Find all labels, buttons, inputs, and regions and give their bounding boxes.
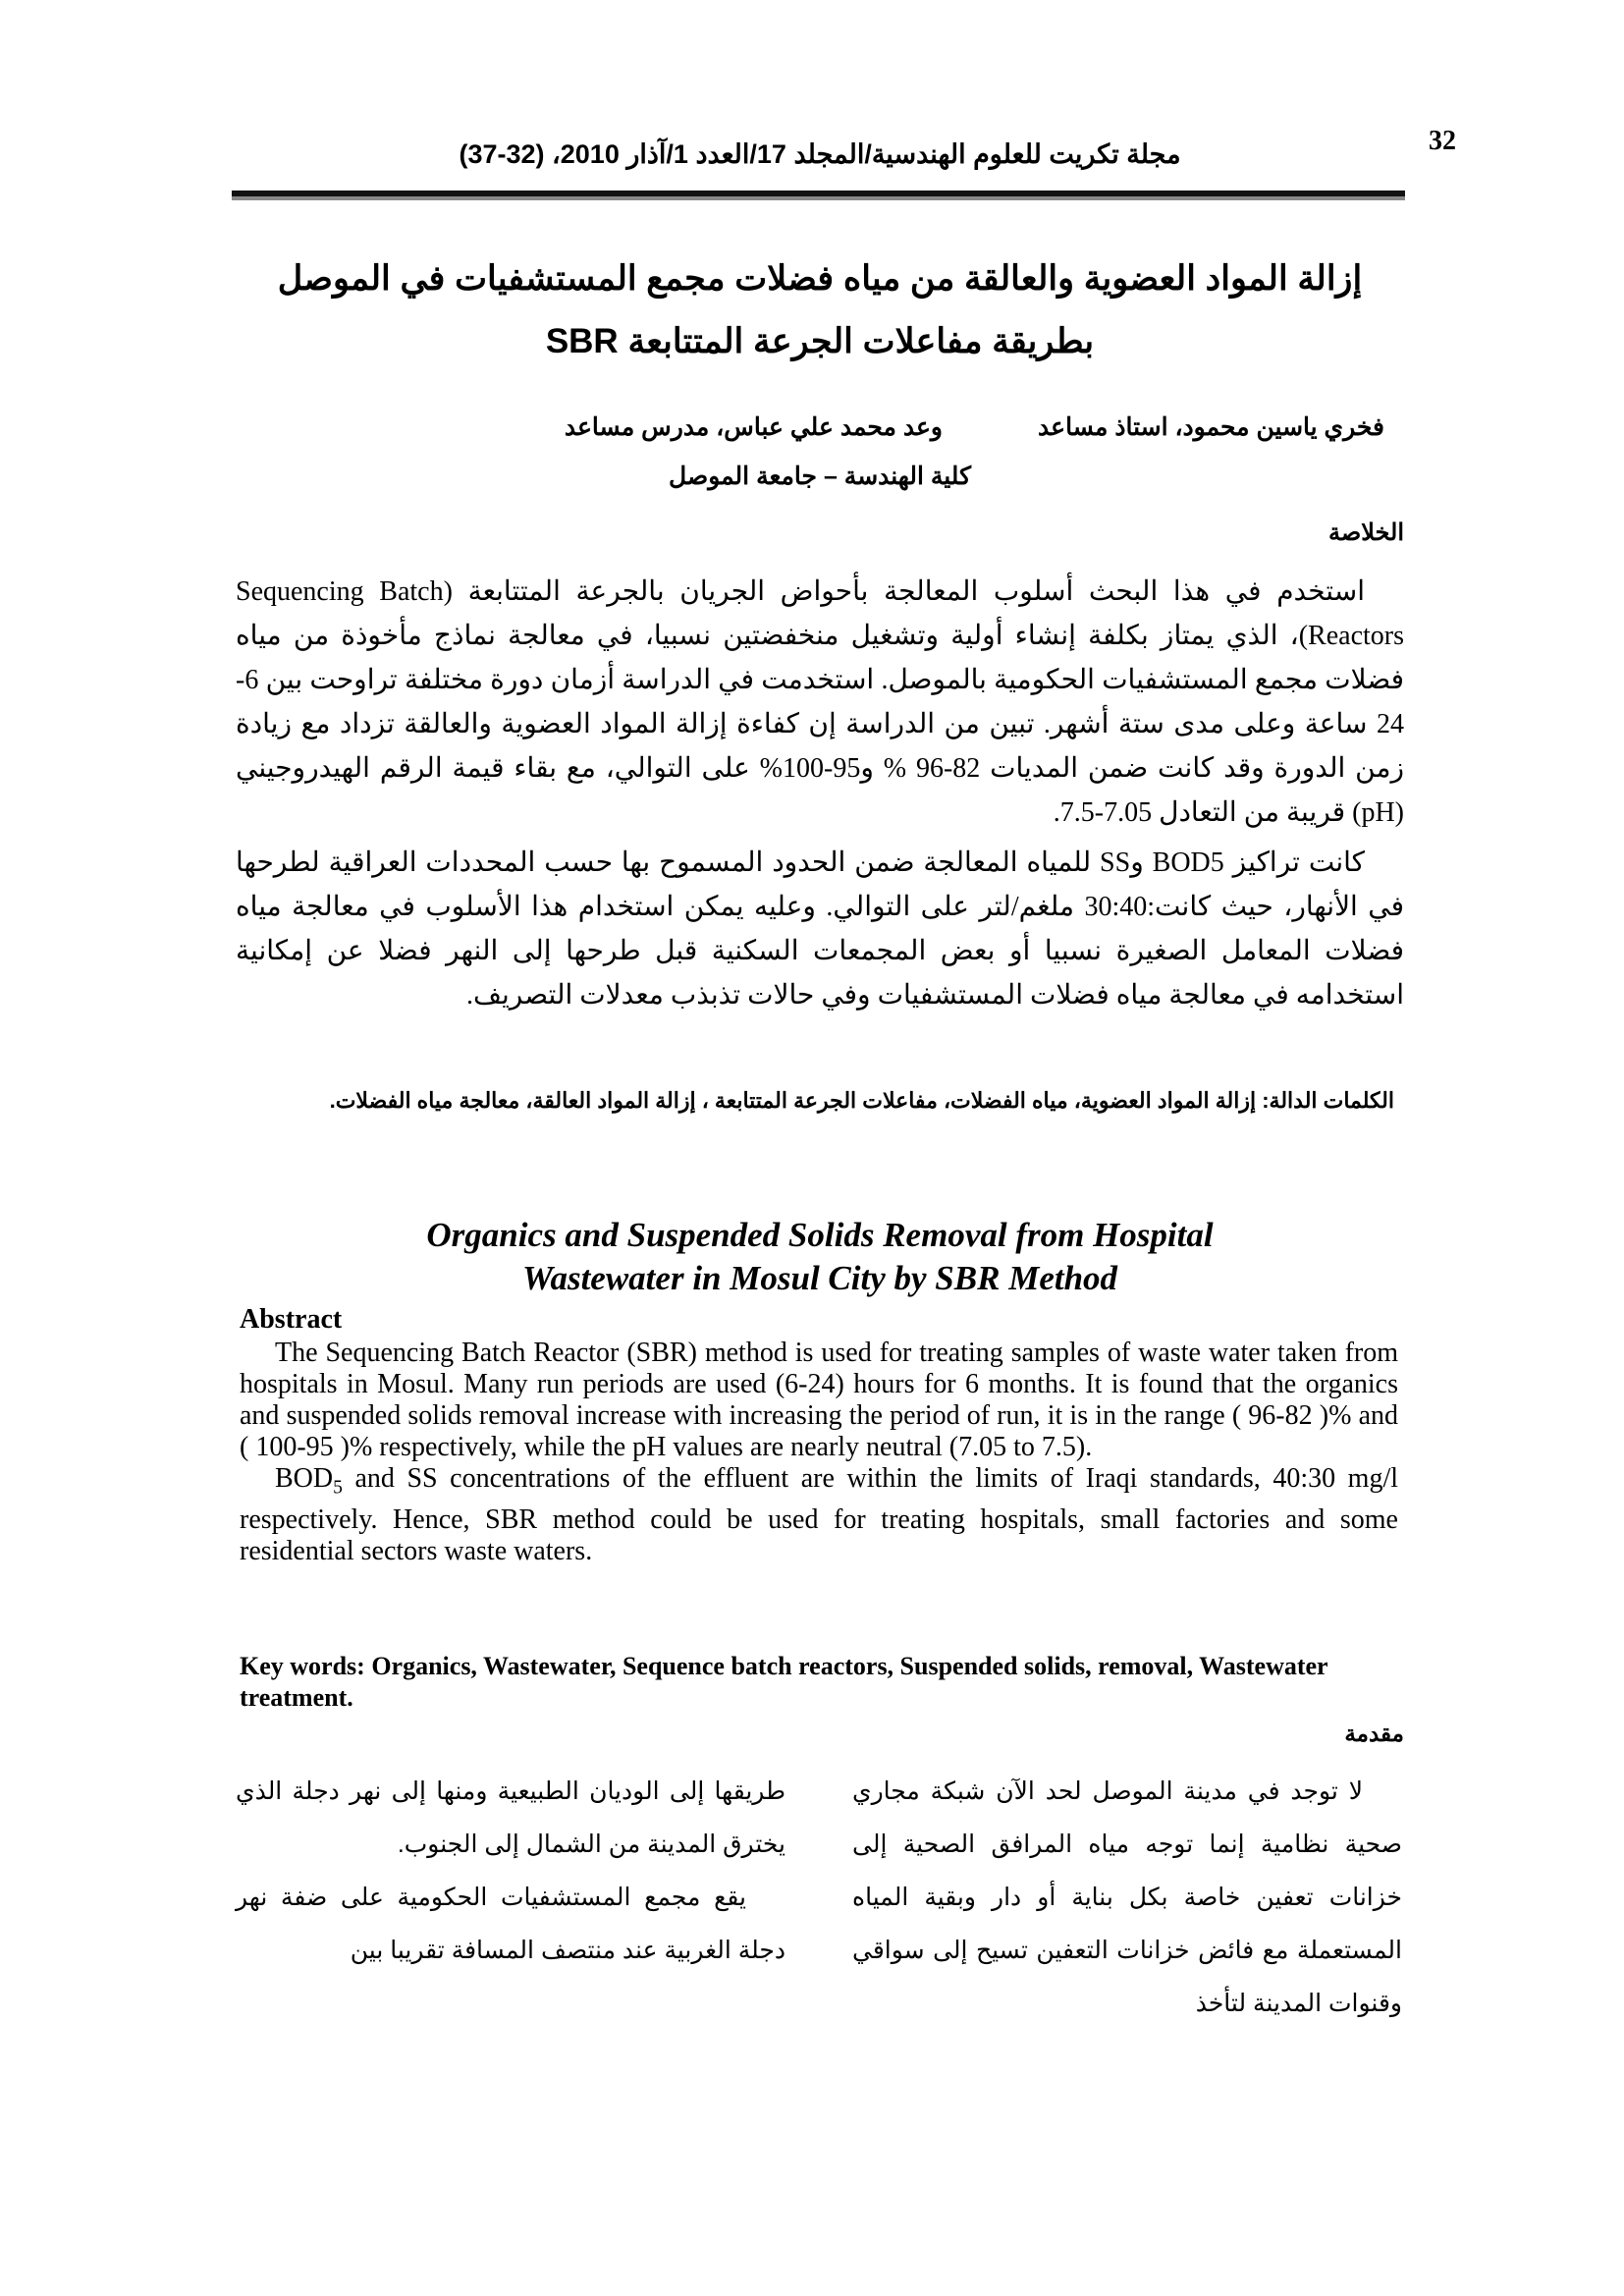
english-title [236, 1214, 1404, 1300]
arabic-abstract [236, 570, 1404, 1023]
arabic-abstract-heading: الخلاصة [1327, 519, 1404, 546]
arabic-abstract-paragraph: استخدم في هذا البحث أسلوب المعالجة بأحواض الجريان بالجرعة المتتابعة (Sequencing Batch Reactors)، الذي يمتاز بكلفة إنشاء أولية وتشغيل منخفضتين نسبيا، في معالجة نماذج مأخوذة من مياه فضلات مجمع المستشفيات الحكومية بالموصل. استخدمت في الدراسة أزمان دورة مختلفة تراوحت بين 6-24 ساعة وعلى مدى ستة أشهر. تبين من الدراسة إن كفاءة إزالة المواد العضوية والعالقة تزداد مع زيادة زمن الدورة وقد كانت ضمن المديات 82-96 % و95-100% على التوالي، مع بقاء قيمة الرقم الهيدروجيني (pH) قريبة من التعادل 7.05-7.5. [236, 576, 1404, 828]
english-keywords [240, 1651, 1398, 1714]
abstract-p2-text: and SS concentrations of the effluent are within the limits of Iraqi standards, 40:30 mg/l respectively. Hence, SBR method could be used for treating hospitals, small factories and some residential sectors waste waters. [240, 1463, 1398, 1566]
bod-subscript: 5 [333, 1477, 343, 1499]
header-rule-shadow [232, 196, 1405, 200]
english-abstract-paragraph-1: The Sequencing Batch Reactor (SBR) method is used for treating samples of waste water taken from hospitals in Mosul. Many run periods are used (6-24) hours for 6 months. It is found that the organics and suspended solids removal increase with increasing the period of run, it is in the range ( 96-82 )% and ( 100-95 )% respectively, while the pH values are nearly neutral (7.05 to 7.5). [240, 1338, 1398, 1462]
author-2: وعد محمد علي عباس، مدرس مساعد [564, 413, 943, 441]
introduction-right-text: لا توجد في مدينة الموصل لحد الآن شبكة مجاري صحية نظامية إنما توجه مياه المرافق الصحية إلى خزانات تعفين خاصة بكل بناية أو دار وبقية المياه المستعملة مع فائض خزانات التعفين تسيح إلى سواقي وقنوات المدينة لتأخذ [852, 1777, 1402, 2017]
english-title-line-2: Wastewater in Mosul City by SBR Method [521, 1259, 1118, 1297]
english-keywords-text: Organics, Wastewater, Sequence batch reactors, Suspended solids, removal, Wastewater treatment. [240, 1652, 1328, 1712]
affiliation: كلية الهندسة – جامعة الموصل [669, 463, 971, 490]
journal-header: مجلة تكريت للعلوم الهندسية/المجلد 17/العدد 1/آذار 2010، (32-37) [459, 139, 1181, 169]
arabic-keywords-text: إزالة المواد العضوية، مياه الفضلات، مفاعلات الجرعة المتتابعة ، إزالة المواد العالقة، معالجة مياه الفضلات. [329, 1088, 1257, 1113]
english-abstract-paragraph-2 [240, 1463, 1398, 1567]
introduction-left-text-2: يقع مجمع المستشفيات الحكومية على ضفة نهر دجلة الغربية عند منتصف المسافة تقريبا بين [236, 1884, 785, 1964]
arabic-title: إزالة المواد العضوية والعالقة من مياه فضلات مجمع المستشفيات في الموصل بطريقة مفاعلات الجرعة المتتابعة SBR [277, 259, 1363, 360]
introduction-right-column [852, 1765, 1402, 2030]
english-keywords-label: Key words: [240, 1652, 365, 1680]
arabic-keywords-label: الكلمات الدالة: [1262, 1088, 1394, 1113]
introduction-left-text-1: طريقها إلى الوديان الطبيعية ومنها إلى نهر دجلة الذي يخترق المدينة من الشمال إلى الجنوب. [236, 1777, 785, 1858]
arabic-keywords [236, 1080, 1404, 1121]
english-abstract [240, 1338, 1398, 1567]
bod-label: BOD [275, 1463, 334, 1494]
english-title-line-1: Organics and Suspended Solids Removal from Hospital [426, 1216, 1214, 1254]
page-number: 32 [1429, 126, 1456, 156]
introduction-left-column [236, 1765, 785, 1977]
arabic-abstract-paragraph: كانت تراكيز BOD5 وSS للمياه المعالجة ضمن الحدود المسموح بها حسب المحددات العراقية لطرحها في الأنهار، حيث كانت:30:40 ملغم/لتر على التوالي. وعليه يمكن استخدام هذا الأسلوب في معالجة مياه فضلات المعامل الصغيرة نسبيا أو بعض المجمعات السكنية قبل طرحها إلى النهر فضلا عن إمكانية استخدامه في معالجة مياه فضلات المستشفيات وفي حالات تذبذب معدلات التصريف. [236, 847, 1404, 1011]
english-abstract-heading: Abstract [240, 1304, 343, 1335]
author-1: فخري ياسين محمود، استاذ مساعد [1038, 413, 1384, 441]
introduction-heading: مقدمة [1344, 1721, 1404, 1746]
